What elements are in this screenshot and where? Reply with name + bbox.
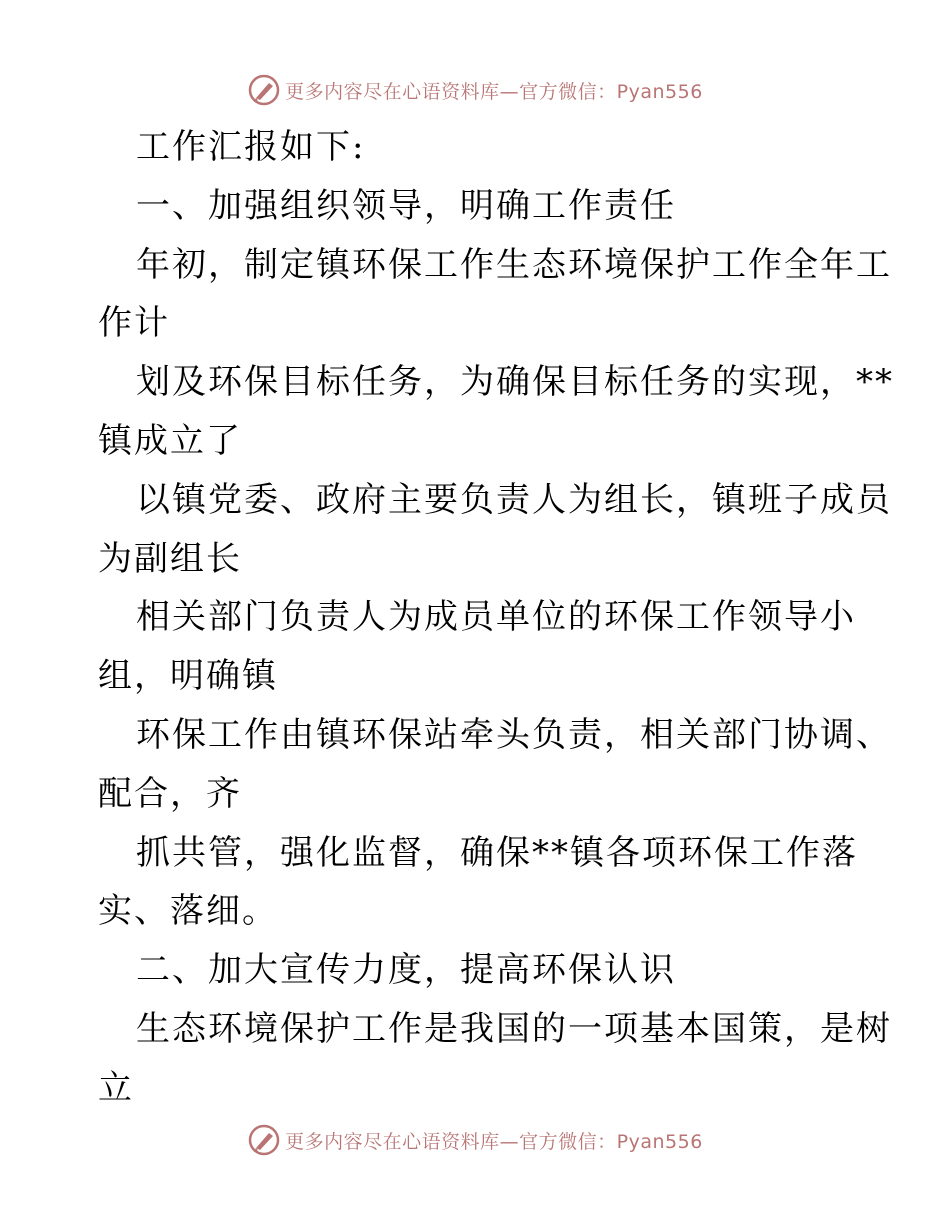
text-line: 环保工作由镇环保站牵头负责，相关部门协调、 [136, 714, 892, 755]
section-heading: 二、加大宣传力度，提高环保认识 [136, 950, 676, 991]
text-line: 抓共管，强化监督，确保**镇各项环保工作落 [136, 832, 858, 873]
text-line: 实、落细。 [98, 891, 278, 932]
text-line: 组，明确镇 [98, 656, 278, 697]
watermark-text: 更多内容尽在心语资料库—官方微信：Pyan556 [285, 80, 703, 103]
watermark-text: 更多内容尽在心语资料库—官方微信：Pyan556 [285, 1130, 703, 1153]
text-line: 立 [98, 1067, 134, 1108]
pen-circle-logo-icon [247, 73, 281, 107]
text-line: 生态环境保护工作是我国的一项基本国策，是树 [136, 1008, 892, 1049]
text-line: 划及环保目标任务，为确保目标任务的实现，** [136, 362, 894, 403]
text-line: 以镇党委、政府主要负责人为组长，镇班子成员 [136, 479, 892, 520]
text-line: 配合，齐 [98, 773, 242, 814]
text-line: 工作汇报如下: [136, 127, 366, 167]
text-line: 镇成立了 [98, 420, 242, 461]
text-line: 年初，制定镇环保工作生态环境保护工作全年工 [136, 244, 892, 285]
text-line: 为副组长 [98, 538, 242, 579]
document-body [98, 118, 894, 1118]
text-line: 相关部门负责人为成员单位的环保工作领导小 [136, 597, 856, 638]
text-line: 作计 [98, 303, 170, 344]
footer-watermark [0, 1120, 950, 1160]
section-heading: 一、加强组织领导，明确工作责任 [136, 185, 676, 226]
header-watermark [0, 70, 950, 110]
pen-circle-logo-icon [247, 1123, 281, 1157]
